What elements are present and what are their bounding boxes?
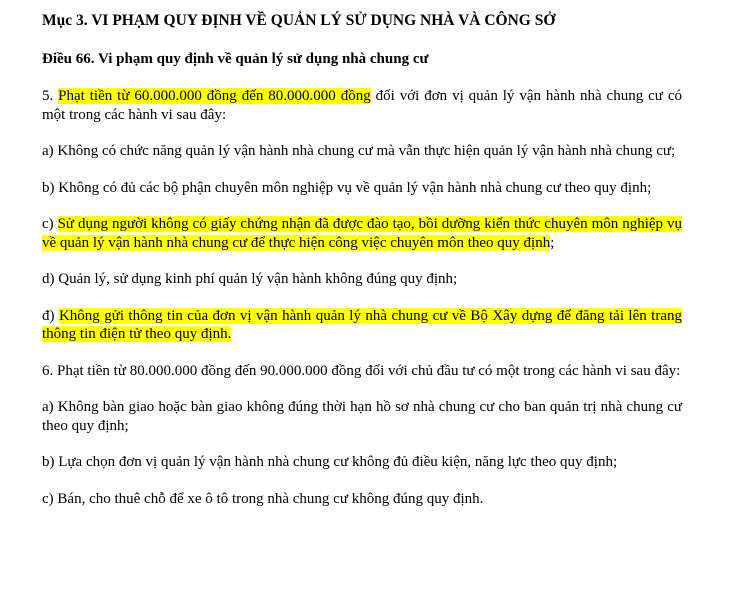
clause-6-item-c: c) Bán, cho thuê chỗ để xe ô tô trong nhà chung cư không đúng quy định.	[42, 490, 484, 507]
clause-5-item-b: b) Không có đủ các bộ phận chuyên môn nghiệp vụ về quản lý vận hành nhà chung cư theo quy định;	[42, 179, 652, 196]
clause-5-intro	[42, 87, 682, 124]
clause-5-item-a: a) Không có chức năng quản lý vận hành nhà chung cư mà vẫn thực hiện quản lý vận hành nhà chung cư;	[42, 143, 676, 159]
clause-5-item-dd	[42, 307, 682, 344]
clause-6-item-b: b) Lựa chọn đơn vị quản lý vận hành nhà chung cư không đủ điều kiện, năng lực theo quy định;	[42, 454, 618, 470]
clause-5-number: 5.	[42, 88, 59, 104]
clause-5-item-dd-prefix: đ)	[42, 307, 59, 324]
article-heading: Điều 66. Vi phạm quy định về quản lý sử dụng nhà chung cư	[42, 51, 429, 67]
clause-5-item-c-prefix: c)	[42, 216, 58, 232]
clause-5-item-c-suffix: ;	[550, 234, 555, 251]
clause-5-rest: đối với đơn vị quản lý vận hành nhà chung cư có một trong các hành vi sau đây:	[42, 88, 682, 123]
clause-6-item-a: a) Không bàn giao hoặc bàn giao không đúng thời hạn hồ sơ nhà chung cư cho ban quản trị nhà chung cư theo quy định;	[42, 399, 682, 434]
clause-5-item-c-highlight: Sử dụng người không có giấy chứng nhận đã được đào tạo, bồi dưỡng kiến thức chuyên môn nghiệp vụ về quản lý vận hành nhà chung cư để thực hiện công việc chuyên môn theo quy định	[42, 216, 682, 251]
clause-5-item-dd-highlight: Không gửi thông tin của đơn vị vận hành quản lý nhà chung cư về Bộ Xây dựng để đăng tải lên trang thông tin điện tử theo quy định.	[42, 307, 683, 342]
document-page	[42, 10, 682, 508]
clause-5-item-c	[42, 215, 682, 252]
clause-5-item-d: d) Quản lý, sử dụng kinh phí quản lý vận hành không đúng quy định;	[42, 271, 458, 287]
section-heading: Mục 3. VI PHẠM QUY ĐỊNH VỀ QUẢN LÝ SỬ DỤNG NHÀ VÀ CÔNG SỞ	[42, 12, 556, 29]
clause-5-penalty-highlight: Phạt tiền từ 60.000.000 đồng đến 80.000.000 đồng	[58, 88, 371, 104]
clause-6-intro: 6. Phạt tiền từ 80.000.000 đồng đến 90.000.000 đồng đối với chủ đầu tư có một trong các hành vi sau đây:	[42, 362, 681, 379]
